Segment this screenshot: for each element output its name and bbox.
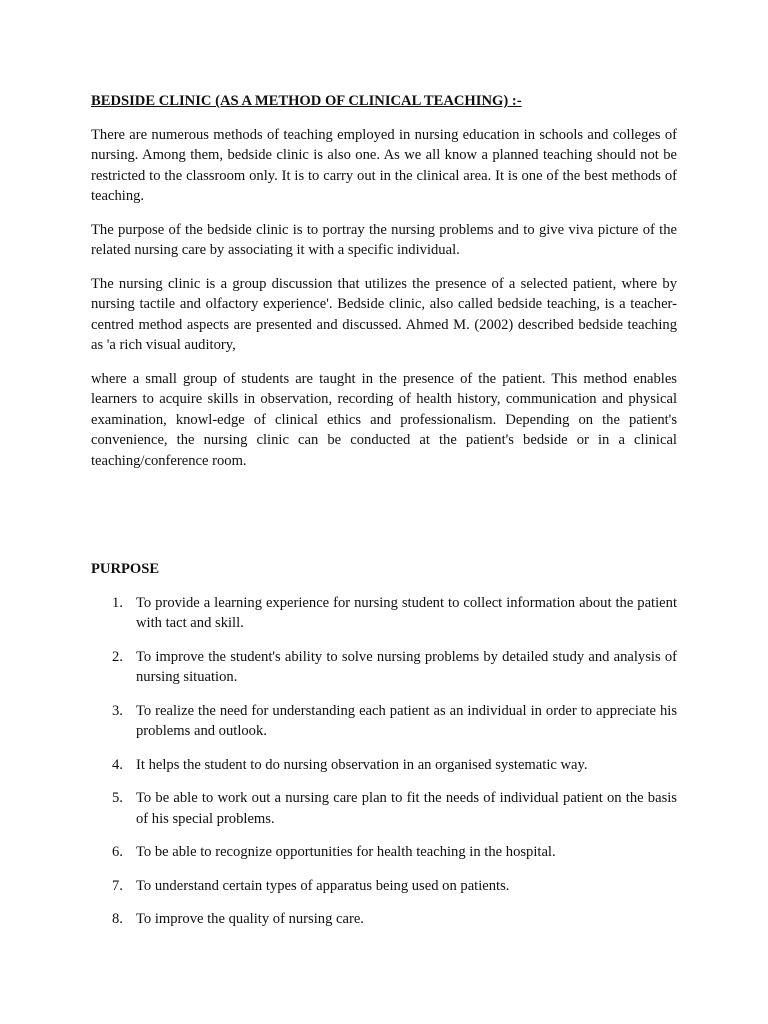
list-item <box>91 647 677 688</box>
list-item-number: 2. <box>112 648 123 665</box>
list-item-text: To understand certain types of apparatus being used on patients. <box>136 877 510 894</box>
paragraph-intro: There are numerous methods of teaching employed in nursing education in schools and colleges of nursing. Among them, bedside clinic is also one. As we all know a planned teaching should not be restricted to the classroom only. It is to carry out in the clinical area. It is one of the best methods of teaching. <box>91 126 677 204</box>
list-item <box>91 842 677 863</box>
list-item-number: 6. <box>112 844 123 860</box>
document-page <box>91 91 677 943</box>
list-item-number: 3. <box>112 702 123 719</box>
list-item <box>91 593 677 634</box>
list-item-text: To be able to recognize opportunities for health teaching in the hospital. <box>136 844 556 860</box>
list-item <box>91 909 677 930</box>
list-item-text: To provide a learning experience for nursing student to collect information about the patient with tact and skill. <box>136 594 677 631</box>
list-item <box>91 701 677 742</box>
list-item-text: To improve the student's ability to solve nursing problems by detailed study and analysis of nursing situation. <box>136 648 677 685</box>
document-title: BEDSIDE CLINIC (AS A METHOD OF CLINICAL TEACHING) :- <box>91 93 522 109</box>
list-item-number: 5. <box>112 790 123 806</box>
list-item <box>91 788 677 829</box>
paragraph-purpose-summary: The purpose of the bedside clinic is to portray the nursing problems and to give viva picture of the related nursing care by associating it with a specific individual. <box>91 221 677 258</box>
paragraph-small-group: where a small group of students are taught in the presence of the patient. This method enables learners to acquire skills in observation, recording of health history, communication and physical examination, knowl-edge of clinical ethics and professionalism. Depending on the patient's convenience, the nursing clinic can be conducted at the patient's bedside or in a clinical teaching/conference room. <box>91 370 677 469</box>
list-item-number: 8. <box>112 911 123 927</box>
list-item <box>91 755 677 776</box>
list-item-text: It helps the student to do nursing observation in an organised systematic way. <box>136 756 588 773</box>
purpose-heading: PURPOSE <box>91 561 160 577</box>
list-item-number: 7. <box>112 877 123 894</box>
list-item-number: 1. <box>112 594 123 611</box>
list-item-number: 4. <box>112 756 123 773</box>
list-item-text: To be able to work out a nursing care plan to fit the needs of individual patient on the basis of his special problems. <box>136 790 677 827</box>
list-item-text: To improve the quality of nursing care. <box>136 911 364 927</box>
list-item-text: To realize the need for understanding each patient as an individual in order to appreciate his problems and outlook. <box>136 702 677 739</box>
paragraph-nursing-clinic: The nursing clinic is a group discussion that utilizes the presence of a selected patient, where by nursing tactile and olfactory experience'. Bedside clinic, also called bedside teaching, is a teacher-centred method aspects are presented and discussed. Ahmed M. (2002) described bedside teaching as 'a rich visual auditory, <box>91 275 677 353</box>
purpose-list <box>91 593 677 930</box>
list-item <box>91 876 677 897</box>
